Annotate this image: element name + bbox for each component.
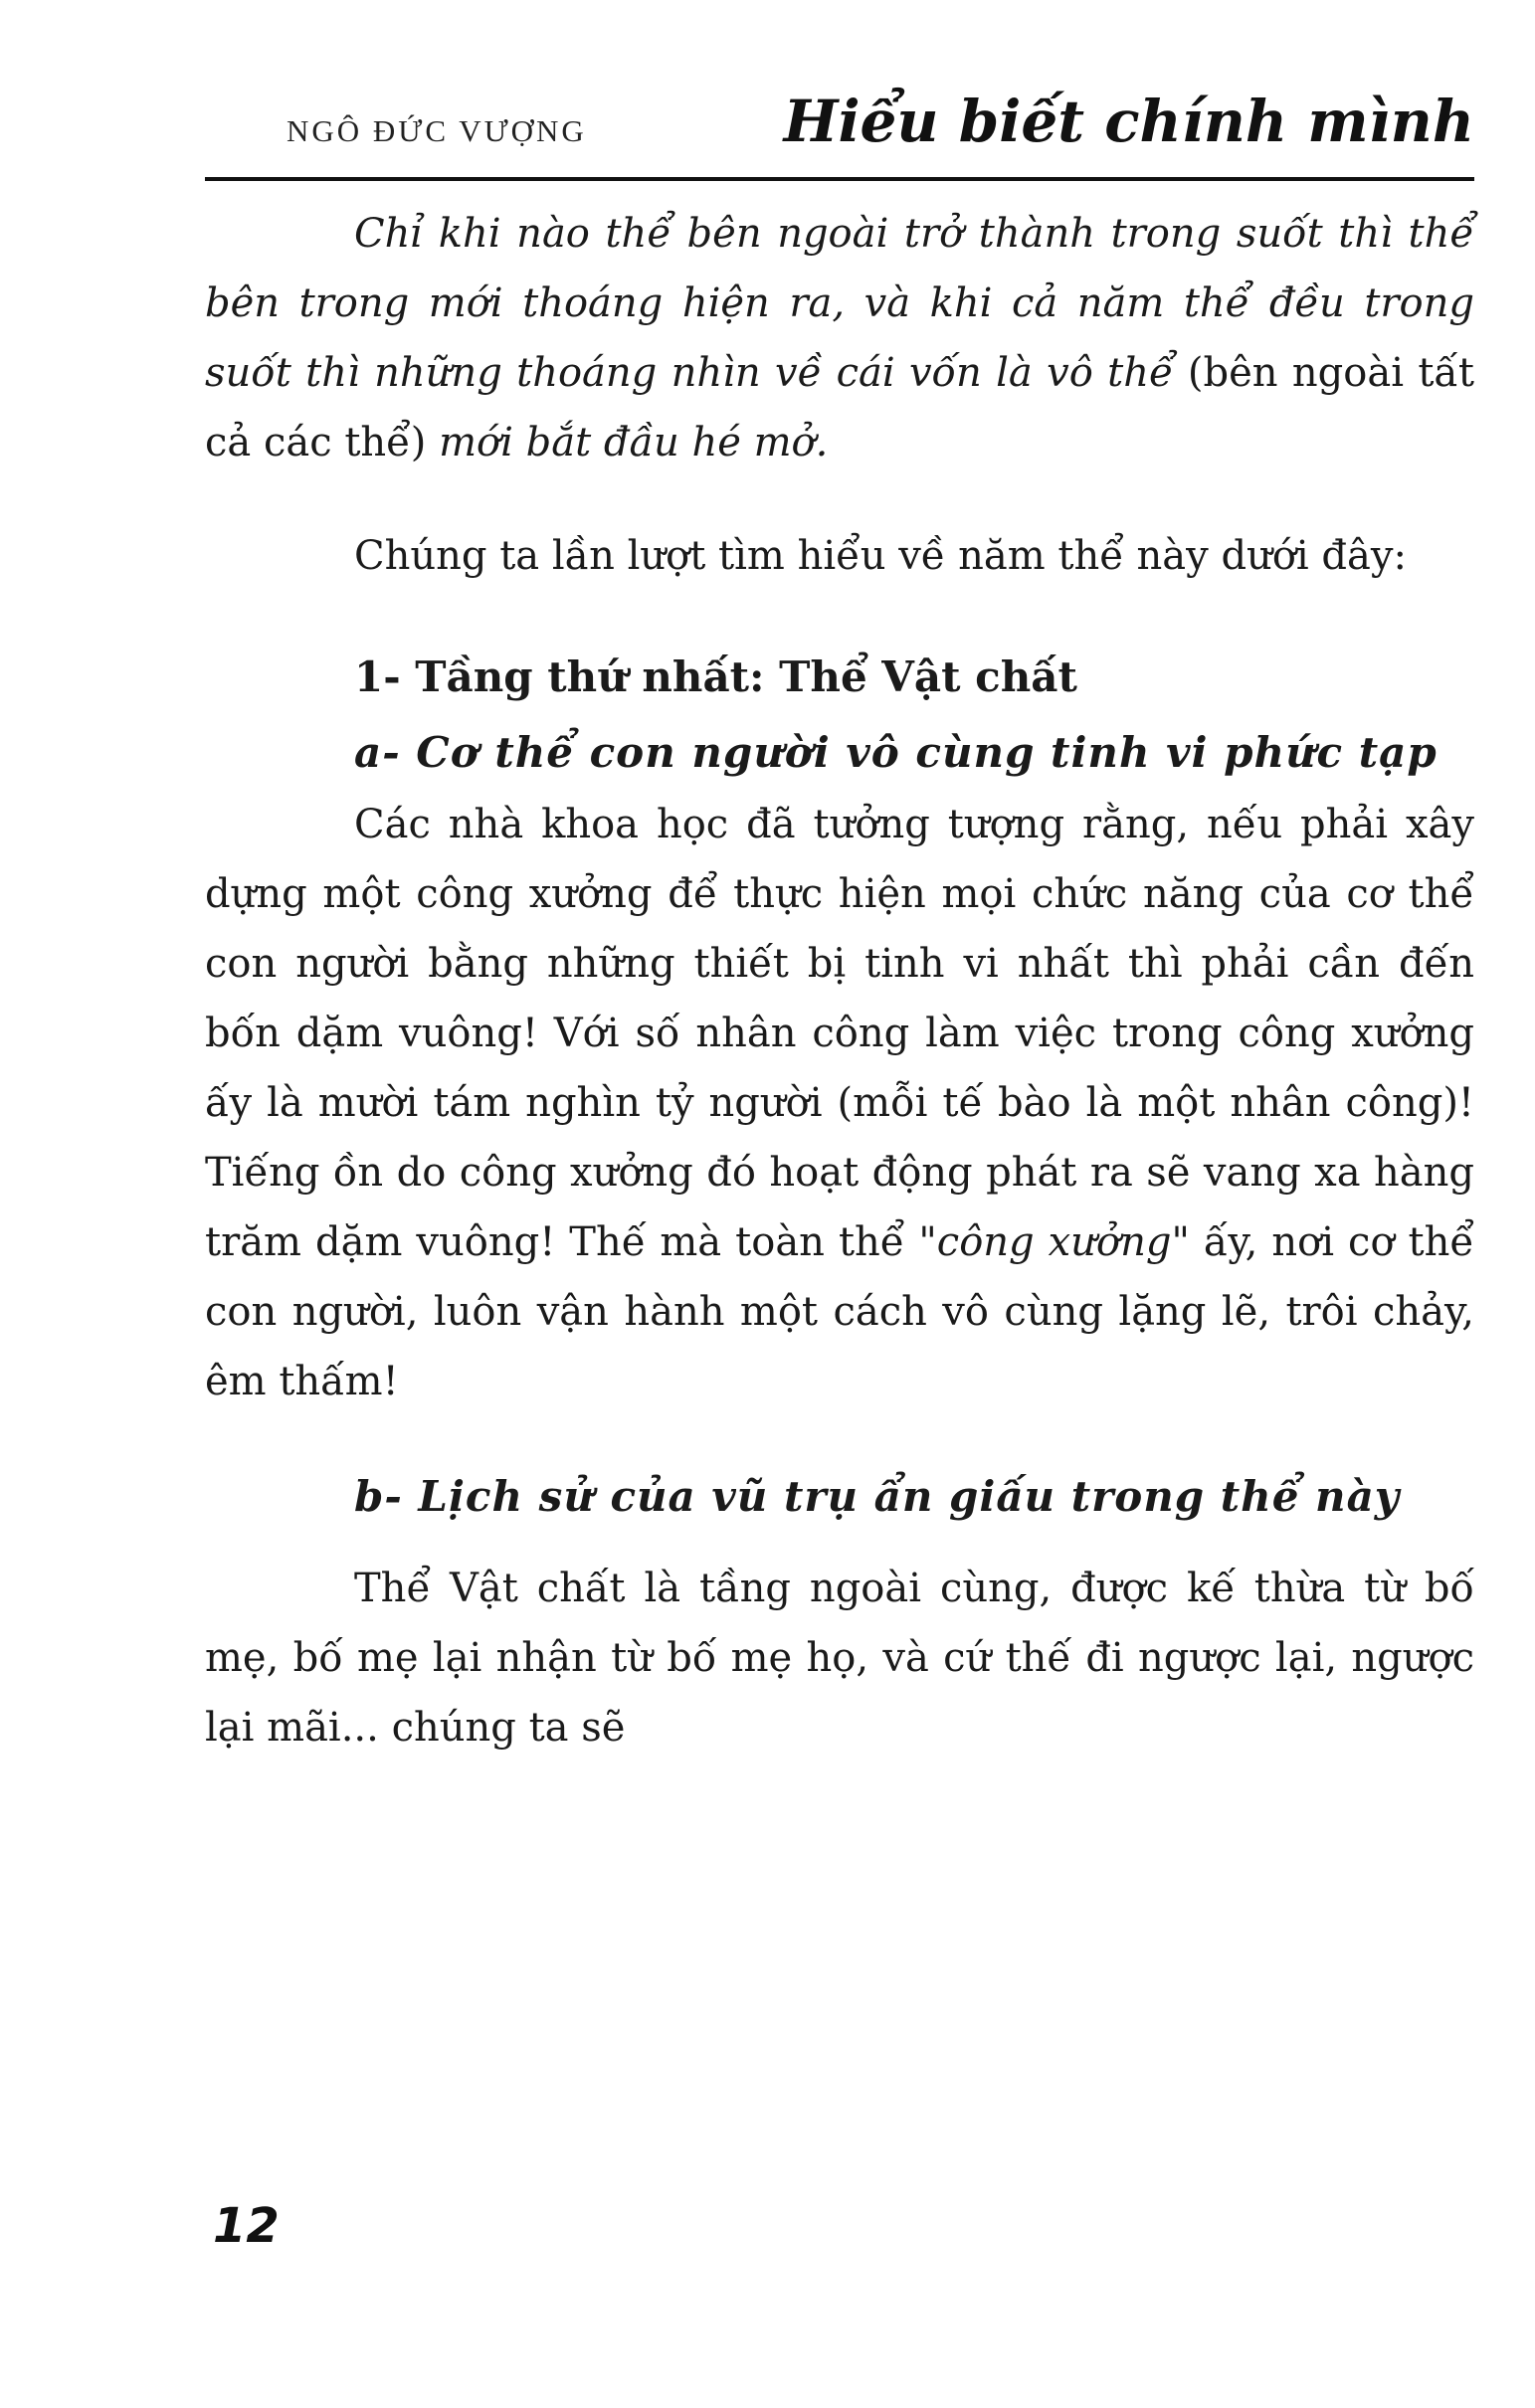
intro-parenthetical: (bên ngoài tất cả các thể)	[205, 350, 1474, 465]
page-number: 12	[213, 2198, 280, 2254]
paragraph-a-end: ấy, nơi cơ thể con người, luôn vận hành một cách vô cùng lặng lẽ, trôi chảy, êm thấm!	[205, 1219, 1474, 1404]
header-rule	[205, 177, 1474, 181]
intro-end: mới bắt đầu hé mở.	[439, 420, 829, 465]
author-name: NGÔ ĐỨC VƯỢNG	[287, 113, 587, 148]
paragraph-a	[205, 790, 1474, 1416]
section-heading: 1- Tầng thứ nhất: Thể Vật chất	[354, 652, 1077, 701]
intro-paragraph	[205, 199, 1474, 477]
paragraph-a-quote: "công xưởng"	[918, 1219, 1190, 1265]
second-paragraph: Chúng ta lần lượt tìm hiểu về năm thể này dưới đây:	[354, 533, 1407, 579]
book-title: Hiểu biết chính mình	[783, 88, 1474, 155]
paragraph-b: Thể Vật chất là tầng ngoài cùng, được kế thừa từ bố mẹ, bố mẹ lại nhận từ bố mẹ họ, và cứ thế đi ngược lại, ngược lại mãi... chúng ta sẽ	[205, 1566, 1474, 1751]
page-content	[205, 199, 1474, 1762]
subsection-a-heading: a- Cơ thể con người vô cùng tinh vi phức tạp	[354, 728, 1438, 777]
subsection-b-heading: b- Lịch sử của vũ trụ ẩn giấu trong thể này	[354, 1472, 1401, 1521]
paragraph-a-text: Các nhà khoa học đã tưởng tượng rằng, nếu phải xây dựng một công xưởng để thực hiện mọi chức năng của cơ thể con người bằng những thiết bị tinh vi nhất thì phải cần đến bốn dặm vuông! Với số nhân công làm việc trong công xưởng ấy là mười tám nghìn tỷ người (mỗi tế bào là một nhân công)! Tiếng ồn do công xưởng đó hoạt động phát ra sẽ vang xa hàng trăm dặm vuông! Thế mà toàn thể	[205, 802, 1474, 1265]
running-header	[205, 88, 1474, 177]
intro-text: Chỉ khi nào thể bên ngoài trở thành trong suốt thì thể bên trong mới thoáng hiện ra, và khi cả năm thể đều trong suốt thì những thoáng nhìn về cái vốn là vô thể	[205, 211, 1474, 396]
